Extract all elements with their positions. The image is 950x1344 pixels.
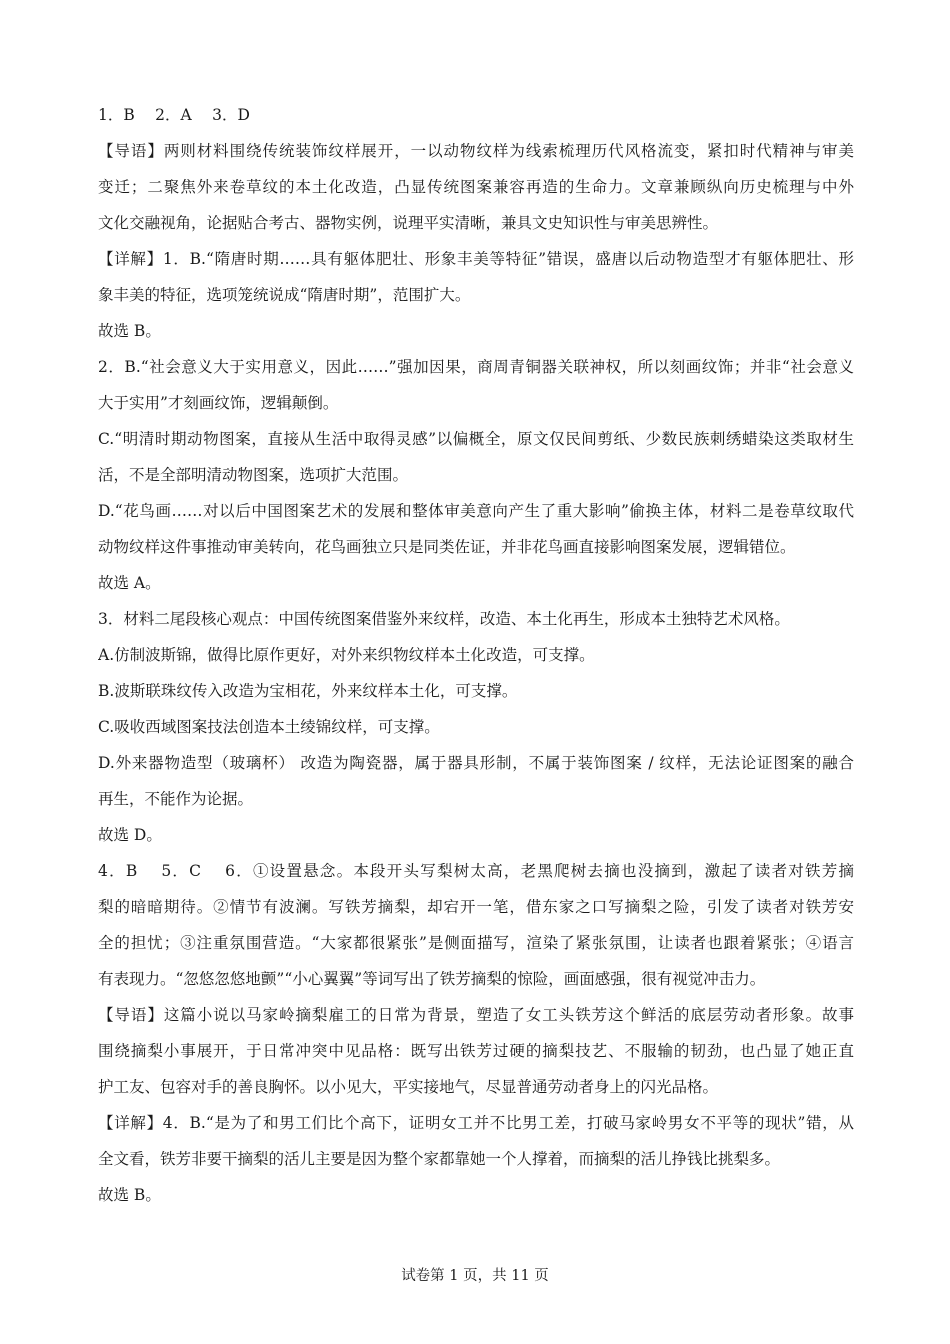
text-line: C.“明清时期动物图案，直接从生活中取得灵感”以偏概全，原文仅民间剪纸、少数民族刺绣蜡染这类取材生 xyxy=(98,430,854,448)
text-line: 3．材料二尾段核心观点：中国传统图案借鉴外来纹样，改造、本土化再生，形成本土独特艺术风格。 xyxy=(98,610,790,628)
text-line: 【详解】1．B.“隋唐时期……具有躯体肥壮、形象丰美等特征”错误，盛唐以后动物造型才有躯体肥壮、形 xyxy=(98,250,854,268)
text-line: 故选 D。 xyxy=(98,826,162,844)
text-line: 1．B 2．A 3．D xyxy=(98,106,250,124)
text-line: 护工友、包容对手的善良胸怀。以小见大，平实接地气，尽显普通劳动者身上的闪光品格。 xyxy=(98,1078,719,1096)
text-line: 变迁；二聚焦外来卷草纹的本土化改造，凸显传统图案兼容再造的生命力。文章兼顾纵向历史梳理与中外 xyxy=(98,178,854,196)
text-line: 【详解】4．B.“是为了和男工们比个高下，证明女工并不比男工差，打破马家岭男女不平等的现状”错，从 xyxy=(98,1114,854,1132)
text-line: D.“花鸟画……对以后中国图案艺术的发展和整体审美意向产生了重大影响”偷换主体，材料二是卷草纹取代 xyxy=(98,502,854,520)
text-line: C.吸收西域图案技法创造本土绫锦纹样，可支撑。 xyxy=(98,718,440,736)
text-line: 梨的暗暗期待。②情节有波澜。写铁芳摘梨，却宕开一笔，借东家之口写摘梨之险，引发了读者对铁芳安 xyxy=(98,898,854,916)
text-line: 故选 B。 xyxy=(98,322,161,340)
text-line: 动物纹样这件事推动审美转向，花鸟画独立只是同类佐证，并非花鸟画直接影响图案发展，逻辑错位。 xyxy=(98,538,796,556)
text-line: 2．B.“社会意义大于实用意义，因此……”强加因果，商周青铜器关联神权，所以刻画纹饰；并非“社会意义 xyxy=(98,358,854,376)
text-line: 文化交融视角，论据贴合考古、器物实例，说理平实清晰，兼具文史知识性与审美思辨性。 xyxy=(98,214,719,232)
text-line: 活，不是全部明清动物图案，选项扩大范围。 xyxy=(98,466,409,484)
text-line: 大于实用”才刻画纹饰，逻辑颠倒。 xyxy=(98,394,339,412)
text-line: 全的担忧；③注重氛围营造。“大家都很紧张”是侧面描写，渲染了紧张氛围，让读者也跟着紧张；④语言 xyxy=(98,934,854,952)
text-line: 围绕摘梨小事展开，于日常冲突中见品格：既写出铁芳过硬的摘梨技艺、不服输的韧劲，也凸显了她正直 xyxy=(98,1042,854,1060)
text-line: 再生，不能作为论据。 xyxy=(98,790,254,808)
text-line: 有表现力。“忽悠忽悠地颤”“小心翼翼”等词写出了铁芳摘梨的惊险，画面感强，很有视觉冲击力。 xyxy=(98,970,766,988)
answer-explanation-text xyxy=(98,97,854,1213)
text-line: 故选 A。 xyxy=(98,574,161,592)
page-footer: 试卷第 1 页，共 11 页 xyxy=(401,1268,549,1284)
text-line: 【导语】两则材料围绕传统装饰纹样展开，一以动物纹样为线索梳理历代风格流变，紧扣时代精神与审美 xyxy=(98,142,854,160)
text-line: 4．B 5．C 6．①设置悬念。本段开头写梨树太高，老黑爬树去摘也没摘到，激起了读者对铁芳摘 xyxy=(98,862,854,880)
text-line: 象丰美的特征，选项笼统说成“隋唐时期”，范围扩大。 xyxy=(98,286,471,304)
text-line: B.波斯联珠纹传入改造为宝相花，外来纹样本土化，可支撑。 xyxy=(98,682,518,700)
text-line: D.外来器物造型（玻璃杯） 改造为陶瓷器，属于器具形制，不属于装饰图案 / 纹样，无法论证图案的融合 xyxy=(98,754,854,772)
text-line: 全文看，铁芳非要干摘梨的活儿主要是因为整个家都靠她一个人撑着，而摘梨的活儿挣钱比挑梨多。 xyxy=(98,1150,781,1168)
text-line: A.仿制波斯锦，做得比原作更好，对外来织物纹样本土化改造，可支撑。 xyxy=(98,646,595,664)
text-line: 故选 B。 xyxy=(98,1186,161,1204)
text-line: 【导语】这篇小说以马家岭摘梨雇工的日常为背景，塑造了女工头铁芳这个鲜活的底层劳动者形象。故事 xyxy=(98,1006,854,1024)
